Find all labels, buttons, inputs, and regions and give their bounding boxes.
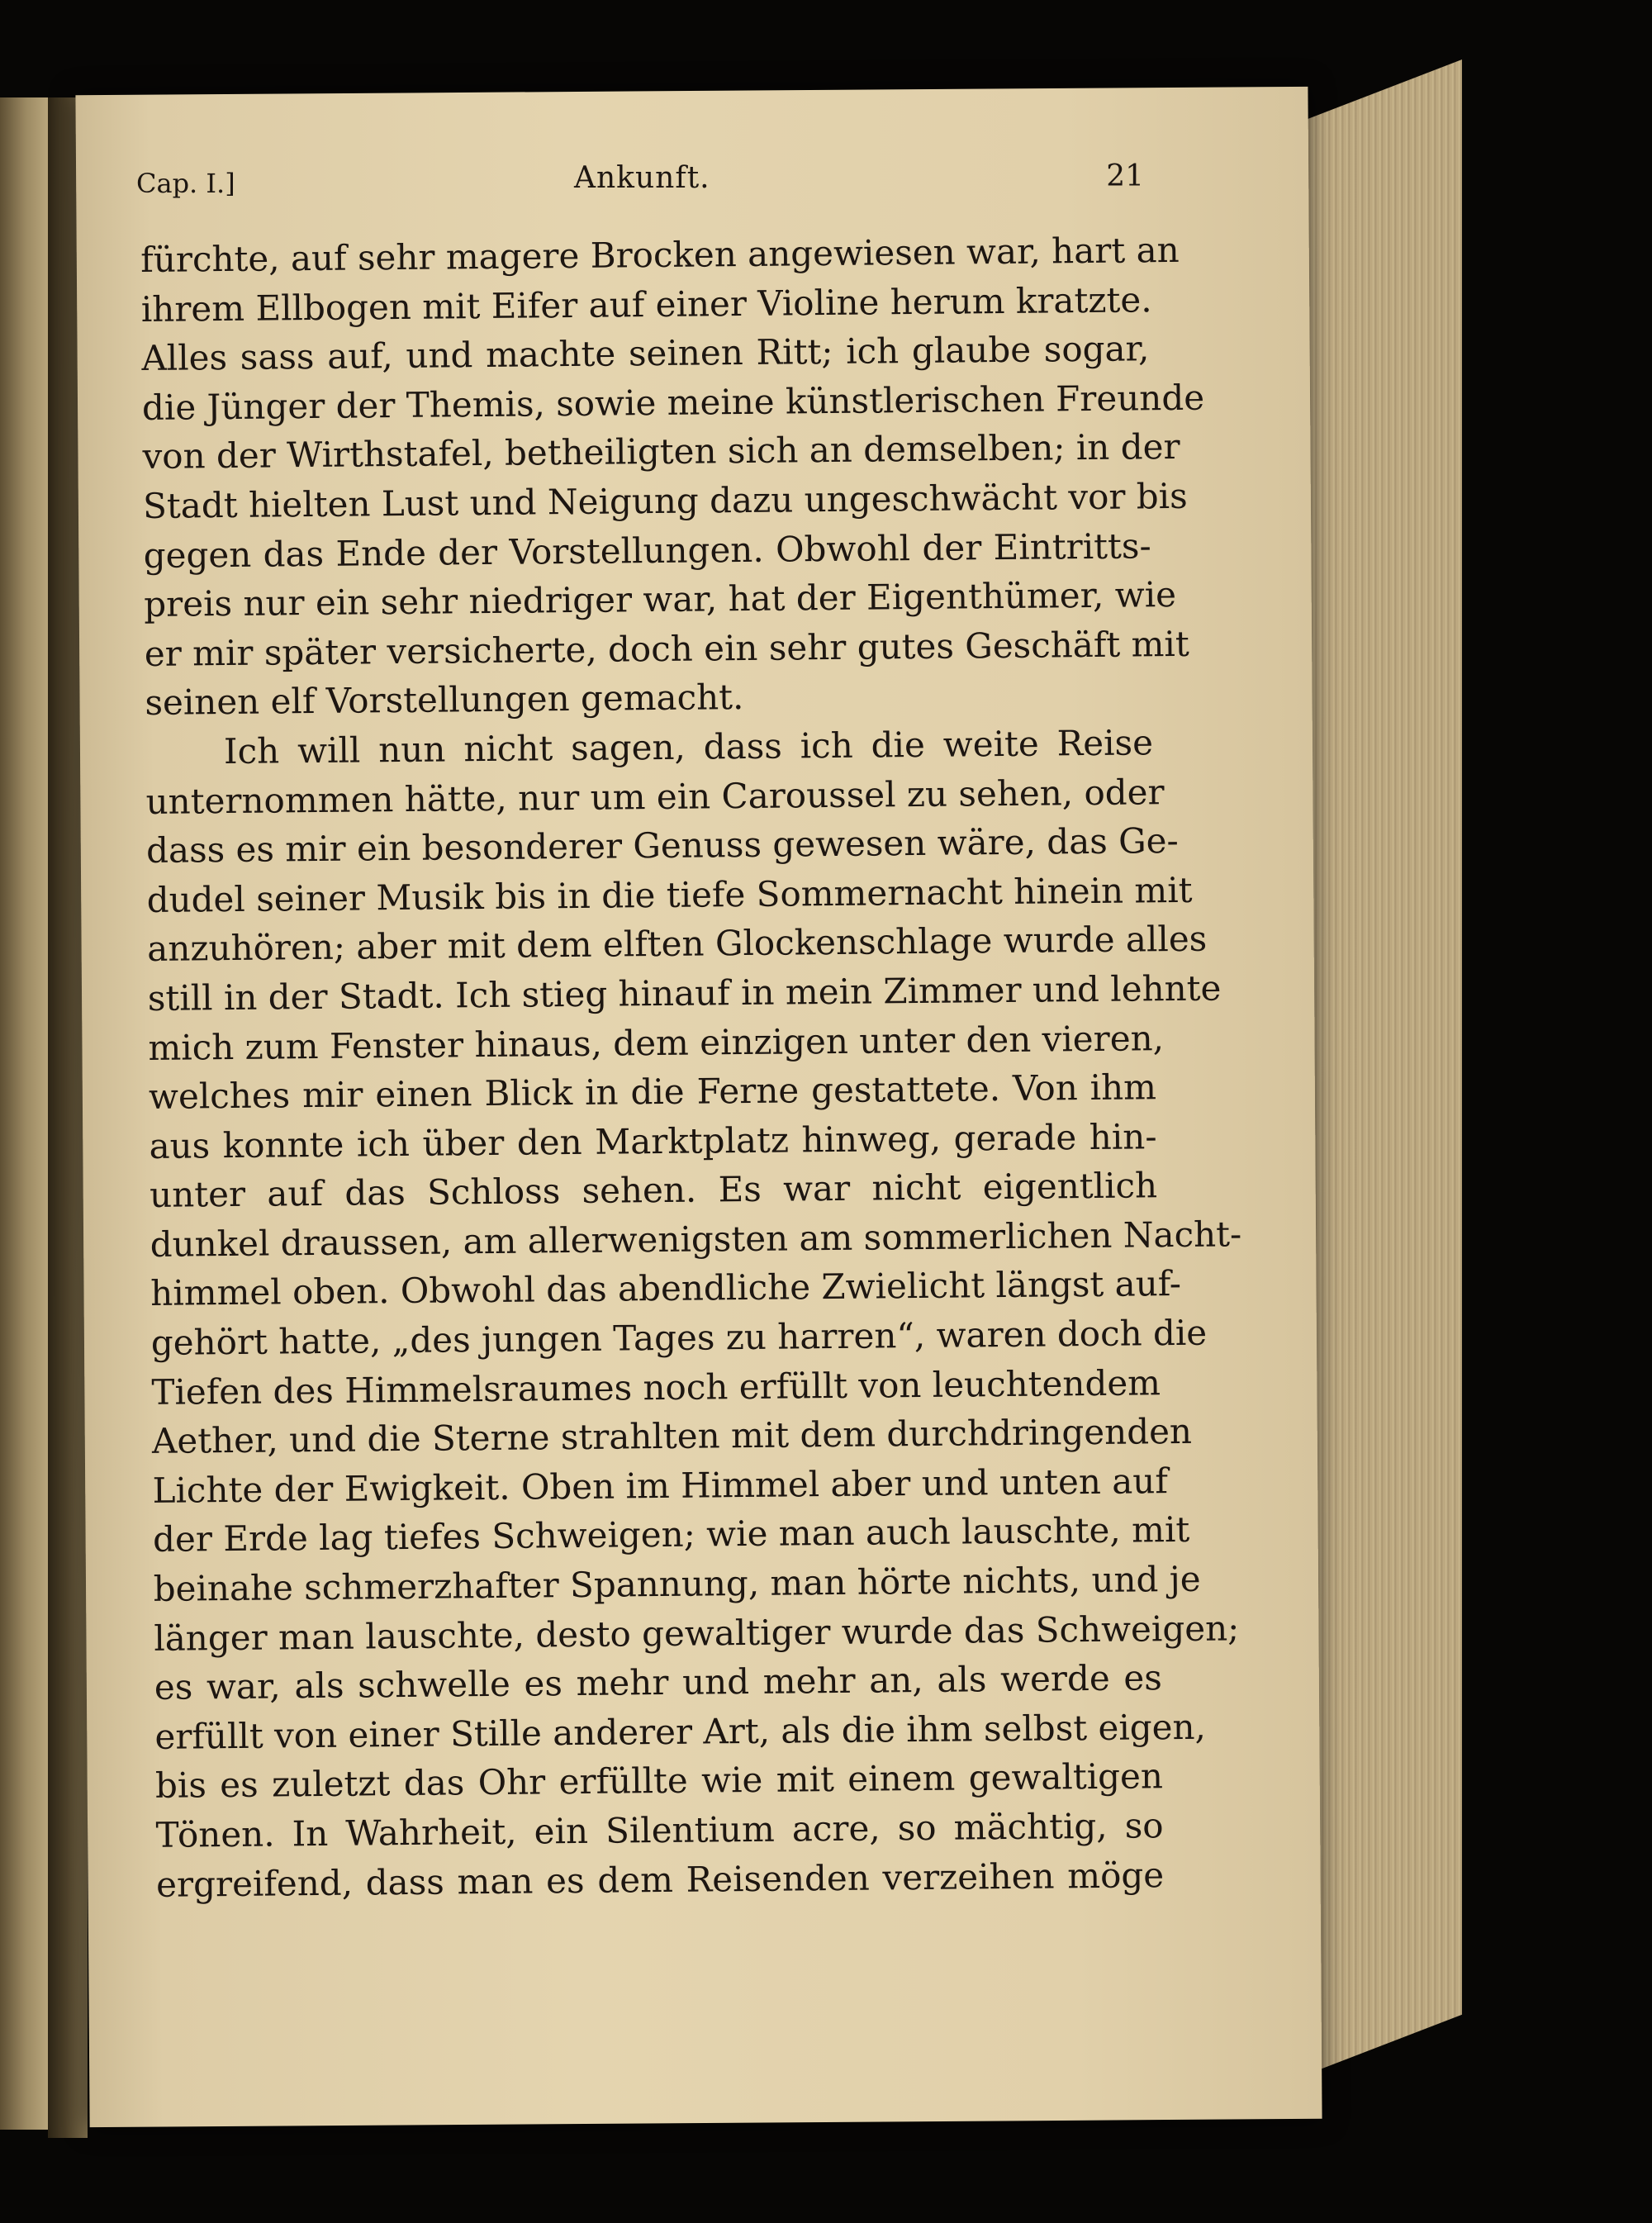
- text-line: beinahe schmerzhafter Spannung, man hörte nichts, und je: [153, 1558, 1201, 1609]
- text-line: von der Wirthstafel, betheiligten sich an demselben; in der: [142, 426, 1180, 477]
- running-title: Ankunft.: [574, 161, 710, 195]
- previous-page-edge: [0, 97, 48, 2130]
- text-line: ihrem Ellbogen mit Eifer auf einer Violine herum kratzte.: [140, 278, 1152, 330]
- text-line: länger man lauschte, desto gewaltiger wurde das Schweigen;: [154, 1607, 1240, 1659]
- text-line: welches mir einen Blick in die Ferne gestattete. Von ihm: [148, 1066, 1157, 1118]
- chapter-marker: Cap. I.]: [136, 168, 235, 199]
- body-text: [140, 226, 1242, 1909]
- text-line: ergreifend, dass man es dem Reisenden verzeihen möge: [155, 1854, 1165, 1905]
- text-line: der Erde lag tiefes Schweigen; wie man auch lauschte, mit: [152, 1509, 1190, 1560]
- text-line: preis nur ein sehr niedriger war, hat der Eigenthümer, wie: [144, 574, 1177, 625]
- text-line-indented: Ich will nun nicht sagen, dass ich die weite Reise: [223, 722, 1154, 772]
- text-line: bis es zuletzt das Ohr erfüllte wie mit einem gewaltigen: [154, 1755, 1164, 1807]
- running-header: [136, 153, 1144, 211]
- text-line: seinen elf Vorstellungen gemacht.: [145, 677, 744, 724]
- text-line: dunkel draussen, am allerwenigsten am sommerlichen Nacht-: [150, 1214, 1242, 1265]
- page-number: 21: [1106, 159, 1144, 193]
- text-line: es war, als schwelle es mehr und mehr an, als werde es: [154, 1657, 1163, 1708]
- text-line: die Jünger der Themis, sowie meine künstlerischen Freunde: [141, 377, 1205, 428]
- text-line: dudel seiner Musik bis in die tiefe Sommernacht hinein mit: [146, 869, 1193, 920]
- text-line: mich zum Fenster hinaus, dem einzigen unter den vieren,: [148, 1017, 1165, 1068]
- text-line: gegen das Ende der Vorstellungen. Obwohl der Eintritts-: [143, 525, 1151, 576]
- text-line: Stadt hielten Lust und Neigung dazu ungeschwächt vor bis: [142, 475, 1188, 526]
- text-line: Lichte der Ewigkeit. Oben im Himmel aber und unten auf: [152, 1460, 1169, 1511]
- text-line: Alles sass auf, und machte seinen Ritt; ich glaube sogar,: [141, 328, 1150, 379]
- text-line: anzuhören; aber mit dem elften Glockenschlage wurde alles: [147, 918, 1208, 970]
- text-line: Tönen. In Wahrheit, ein Silentium acre, so mächtig, so: [155, 1805, 1164, 1855]
- page-block-edges: [1305, 59, 1462, 2075]
- text-line: Tiefen des Himmelsraumes noch erfüllt von leuchtendem: [151, 1361, 1161, 1413]
- text-line: dass es mir ein besonderer Genuss gewesen wäre, das Ge-: [145, 820, 1179, 872]
- text-line: erfüllt von einer Stille anderer Art, als die ihm selbst eigen,: [154, 1706, 1207, 1757]
- text-line: gehört hatte, „des jungen Tages zu harren“, waren doch die: [150, 1312, 1208, 1363]
- text-line: unternommen hätte, nur um ein Caroussel zu sehen, oder: [145, 771, 1165, 822]
- text-line: himmel oben. Obwohl das abendliche Zwielicht längst auf-: [150, 1263, 1182, 1314]
- text-line: Aether, und die Sterne strahlten mit dem durchdringenden: [151, 1411, 1193, 1462]
- text-line: unter auf das Schloss sehen. Es war nicht eigentlich: [149, 1165, 1158, 1216]
- text-line: aus konnte ich über den Marktplatz hinweg, gerade hin-: [149, 1115, 1157, 1166]
- text-line: fürchte, auf sehr magere Brocken angewiesen war, hart an: [140, 229, 1180, 280]
- text-line: still in der Stadt. Ich stieg hinauf in mein Zimmer und lehnte: [147, 967, 1222, 1019]
- text-line: er mir später versicherte, doch ein sehr gutes Geschäft mit: [144, 623, 1189, 674]
